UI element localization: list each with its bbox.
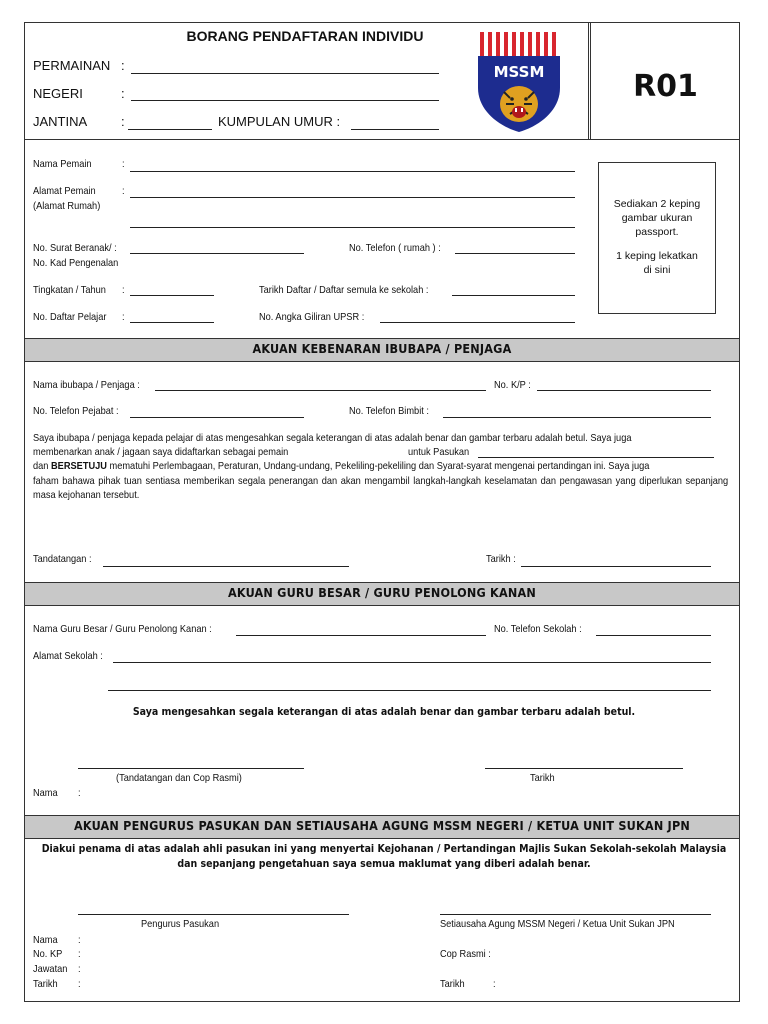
tandatangan-field[interactable]	[103, 566, 349, 567]
para-dan: dan	[33, 460, 51, 472]
colon: :	[493, 978, 496, 990]
tandatangan-label: Tandatangan :	[33, 553, 92, 565]
colon: :	[121, 114, 125, 129]
surat-beranak-field[interactable]	[130, 253, 304, 254]
setiausaha-sign-field[interactable]	[440, 914, 711, 915]
tarikh-label: Tarikh :	[486, 553, 516, 565]
headmaster-tarikh-label: Tarikh	[530, 772, 555, 784]
team-section-heading: AKUAN PENGURUS PASUKAN DAN SETIAUSAHA AGUNG MSSM NEGERI / KETUA UNIT SUKAN JPN	[25, 815, 739, 839]
colon: :	[121, 58, 125, 73]
jantina-label: JANTINA	[33, 114, 88, 129]
alamat-pemain-label: Alamat Pemain	[33, 185, 96, 197]
colon: :	[78, 963, 81, 975]
tingkatan-field[interactable]	[130, 295, 214, 296]
angka-giliran-field[interactable]	[380, 322, 575, 323]
colon: :	[122, 185, 125, 197]
cop-rasmi-label: Cop Rasmi :	[440, 948, 491, 960]
team-right-tarikh-label: Tarikh	[440, 978, 465, 990]
logo-text: MSSM	[493, 63, 545, 81]
team-statement-1: Diakui penama di atas adalah ahli pasukan ini yang menyertai Kejohanan / Pertandingan Majlis Sukan Sekolah-sekolah Malaysia	[41, 843, 727, 855]
jantina-field[interactable]	[128, 129, 212, 130]
daftar-pelajar-label: No. Daftar Pelajar	[33, 311, 107, 323]
colon: :	[78, 978, 81, 990]
no-kp-label: No. K/P :	[494, 379, 531, 391]
telefon-rumah-label: No. Telefon ( rumah ) :	[349, 242, 441, 254]
permainan-field[interactable]	[131, 73, 439, 74]
nama-ibubapa-label: Nama ibubapa / Penjaga :	[33, 379, 140, 391]
parent-para-line1: Saya ibubapa / penjaga kepada pelajar di atas mengesahkan segala keterangan di atas adalah benar dan gambar terbaru adalah betul. Saya juga	[33, 432, 632, 444]
colon: :	[78, 948, 81, 960]
photo-box[interactable]	[598, 162, 716, 314]
nama-guru-besar-label: Nama Guru Besar / Guru Penolong Kanan :	[33, 623, 212, 635]
negeri-field[interactable]	[131, 100, 439, 101]
tarikh-field[interactable]	[521, 566, 711, 567]
headmaster-section-heading: AKUAN GURU BESAR / GURU PENOLONG KANAN	[25, 582, 739, 606]
angka-giliran-label: No. Angka Giliran UPSR :	[259, 311, 365, 323]
tel-sekolah-field[interactable]	[596, 635, 711, 636]
tarikh-daftar-label: Tarikh Daftar / Daftar semula ke sekolah :	[259, 284, 429, 296]
parent-para-line4: faham bahawa pihak tuan sentiasa memberikan segala penerangan dan akan mengambil langkah-langkah keselamatan dan pengawasan yang diperlukan sepanjang masa kejohanan tersebut.	[33, 475, 729, 501]
tarikh-daftar-field[interactable]	[452, 295, 575, 296]
code-box-divider	[588, 22, 589, 140]
para-mematuhi: mematuhi Perlembagaan, Peraturan, Undang-undang, Pekeliling-pekeliling dan Syarat-syarat mengenai pertandingan ini. Saya juga	[106, 460, 650, 472]
kad-pengenalan-label: No. Kad Pengenalan	[33, 257, 119, 269]
para-bersetuju: BERSETUJU	[50, 460, 107, 472]
nama-ibubapa-field[interactable]	[155, 390, 486, 391]
logo-stripes	[480, 32, 556, 56]
alamat-sekolah-label: Alamat Sekolah :	[33, 650, 103, 662]
pengurus-label: Pengurus Pasukan	[141, 918, 220, 930]
tel-bimbit-label: No. Telefon Bimbit :	[349, 405, 429, 417]
colon: :	[78, 787, 81, 799]
kumpulan-umur-field[interactable]	[351, 129, 439, 130]
setiausaha-label: Setiausaha Agung MSSM Negeri / Ketua Unit Sukan JPN	[440, 918, 675, 930]
parent-para-line2b: untuk Pasukan	[408, 446, 470, 458]
headmaster-nama-label: Nama	[33, 787, 58, 799]
form-title: BORANG PENDAFTARAN INDIVIDU	[186, 28, 424, 44]
tel-pejabat-field[interactable]	[130, 417, 304, 418]
team-tarikh-label: Tarikh	[33, 978, 58, 990]
negeri-label: NEGERI	[33, 86, 83, 101]
tiger-icon	[500, 86, 538, 122]
permainan-label: PERMAINAN	[33, 58, 111, 73]
alamat-rumah-label: (Alamat Rumah)	[33, 200, 101, 212]
pasukan-field[interactable]	[478, 457, 714, 458]
team-statement-2: dan sepanjang pengetahuan saya semua maklumat yang diberi adalah benar.	[177, 858, 591, 870]
form-code: R01	[590, 22, 740, 140]
parent-para-line2a: membenarkan anak / jagaan saya didaftarkan sebagai pemain	[33, 446, 289, 458]
photo-note-1: Sediakan 2 keping gambar ukuran passport.	[613, 198, 701, 238]
tel-bimbit-field[interactable]	[443, 417, 711, 418]
telefon-rumah-field[interactable]	[455, 253, 575, 254]
sign-caption: (Tandatangan dan Cop Rasmi)	[116, 772, 242, 784]
colon: :	[122, 158, 125, 170]
alamat-field-1[interactable]	[130, 197, 575, 198]
alamat-field-2[interactable]	[130, 227, 575, 228]
parent-section-heading: AKUAN KEBENARAN IBUBAPA / PENJAGA	[25, 338, 739, 362]
alamat-sekolah-field-2[interactable]	[108, 690, 711, 691]
alamat-sekolah-field-1[interactable]	[113, 662, 711, 663]
tel-pejabat-label: No. Telefon Pejabat :	[33, 405, 119, 417]
surat-beranak-label: No. Surat Beranak/ :	[33, 242, 117, 254]
colon: :	[121, 86, 125, 101]
tingkatan-label: Tingkatan / Tahun	[33, 284, 106, 296]
colon: :	[122, 284, 125, 296]
nama-pemain-field[interactable]	[130, 171, 575, 172]
daftar-pelajar-field[interactable]	[130, 322, 214, 323]
pengurus-sign-field[interactable]	[78, 914, 349, 915]
no-kp-field[interactable]	[537, 390, 711, 391]
kumpulan-umur-label: KUMPULAN UMUR :	[218, 114, 341, 129]
colon: :	[122, 311, 125, 323]
team-jawatan-label: Jawatan	[33, 963, 68, 975]
colon: :	[78, 934, 81, 946]
headmaster-statement: Saya mengesahkan segala keterangan di atas adalah benar dan gambar terbaru adalah betul.	[132, 706, 636, 718]
team-nama-label: Nama	[33, 934, 58, 946]
parent-para-line3	[33, 460, 649, 472]
headmaster-date-field[interactable]	[485, 768, 683, 769]
nama-pemain-label: Nama Pemain	[33, 158, 92, 170]
mssm-logo	[474, 30, 564, 134]
team-kp-label: No. KP	[33, 948, 63, 960]
photo-note-2: 1 keping lekatkan di sini	[616, 250, 698, 276]
headmaster-sign-field[interactable]	[78, 768, 304, 769]
nama-guru-besar-field[interactable]	[236, 635, 486, 636]
tel-sekolah-label: No. Telefon Sekolah :	[494, 623, 582, 635]
